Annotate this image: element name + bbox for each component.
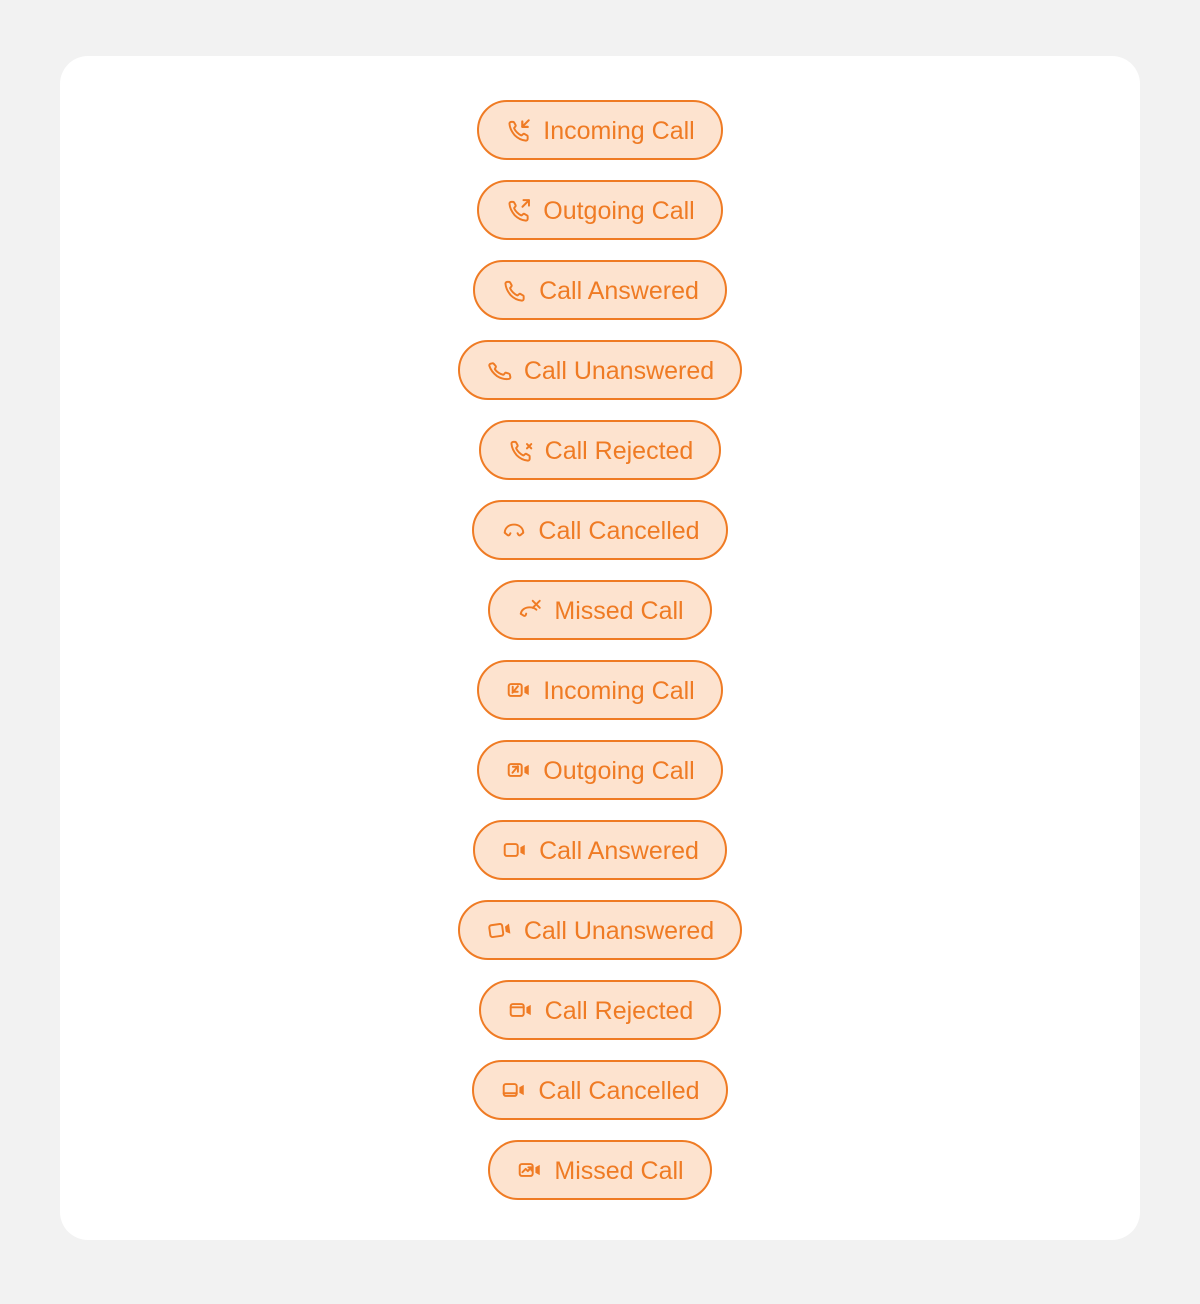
call-status-badge-label: Call Unanswered: [523, 916, 715, 945]
call-status-badge[interactable]: [477, 660, 722, 720]
call-status-badge[interactable]: [458, 340, 742, 400]
phone-outgoing-icon: [505, 196, 533, 224]
video-missed-icon: [516, 1156, 544, 1184]
call-status-badge-label: Call Rejected: [544, 436, 694, 465]
content-card: [60, 56, 1140, 1240]
call-status-badge[interactable]: [477, 740, 722, 800]
call-status-badge-label: Outgoing Call: [543, 756, 695, 785]
call-status-badge-label: Call Rejected: [544, 996, 694, 1025]
call-status-badge[interactable]: [472, 500, 727, 560]
video-outgoing-icon: [505, 756, 533, 784]
call-status-badge-label: Incoming Call: [543, 116, 695, 145]
call-status-badge-label: Call Answered: [539, 276, 699, 305]
phone-missed-icon: [516, 596, 544, 624]
call-status-badge[interactable]: [479, 420, 722, 480]
call-status-badge-label: Call Cancelled: [538, 516, 700, 545]
call-status-badge-list: [60, 56, 1140, 1200]
call-status-badge-label: Call Cancelled: [538, 1076, 700, 1105]
phone-unanswered-icon: [486, 356, 514, 384]
call-status-badge[interactable]: [477, 100, 722, 160]
call-status-badge-label: Missed Call: [554, 596, 684, 625]
call-status-badge-label: Outgoing Call: [543, 196, 695, 225]
call-status-badge[interactable]: [488, 580, 711, 640]
call-status-badge[interactable]: [472, 1060, 727, 1120]
call-status-badge-label: Incoming Call: [543, 676, 695, 705]
call-status-badge[interactable]: [479, 980, 722, 1040]
call-status-badge[interactable]: [473, 260, 727, 320]
video-unanswered-icon: [486, 916, 514, 944]
call-status-badge-label: Missed Call: [554, 1156, 684, 1185]
phone-icon: [501, 276, 529, 304]
video-incoming-icon: [505, 676, 533, 704]
call-status-badge-label: Call Unanswered: [523, 356, 715, 385]
phone-rejected-icon: [507, 436, 535, 464]
phone-incoming-icon: [505, 116, 533, 144]
call-status-badge[interactable]: [488, 1140, 711, 1200]
video-rejected-icon: [507, 996, 535, 1024]
phone-cancelled-icon: [500, 516, 528, 544]
video-cancelled-icon: [500, 1076, 528, 1104]
call-status-badge[interactable]: [477, 180, 722, 240]
call-status-badge[interactable]: [458, 900, 742, 960]
video-icon: [501, 836, 529, 864]
call-status-badge-label: Call Answered: [539, 836, 699, 865]
call-status-badge[interactable]: [473, 820, 727, 880]
